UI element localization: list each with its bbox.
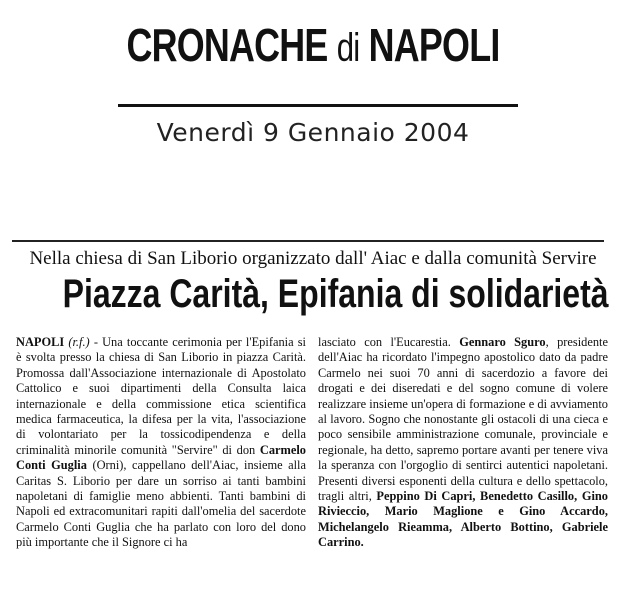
body-text: (Orni), cappellano dell'Aiac, insieme alla Caritas S. Liborio per dare un sorriso ai tanti bambini napoletani di famiglie meno abbienti. Tanti bambini di Napoli ed extracomunitari rapiti dall'omelia del sacerdote Carmelo Conti Guglia che ha parlato con loro del dono più importante che il Signore ci ha	[16, 458, 306, 550]
article-column-left	[16, 335, 306, 551]
body-text: lasciato con l'Eucarestia.	[318, 335, 460, 349]
article-column-right	[318, 335, 608, 551]
body-text: , presidente dell'Aiac ha ricordato l'impegno apostolico dato da padre Carmelo nei suoi 70 anni di sacerdozio a favore dei drogati e dei diseredati e del sogno comune di volere realizzare insieme un'opera di formazione e di avviamento al lavoro. Sogno che nonostante gli ostacoli di una cieca e poco sensibile amministrazione comunale, provinciale e regionale, ha detto, sapremo portare avanti per tenere viva la speranza con l'orgoglio di sentirci autentici napoletani. Presenti diversi esponenti della cultura e dello spettacolo, tragli altri,	[318, 335, 608, 504]
guest-names-list: Peppino Di Capri, Benedetto Casillo, Gino Rivieccio, Mario Maglione e Gino Accardo, Michelangelo Rieamma, Alberto Bottino, Gabriele Carrino.	[318, 489, 608, 550]
masthead-word-napoli: NAPOLI	[359, 19, 500, 71]
newspaper-masthead	[69, 18, 557, 72]
issue-date: Venerdì 9 Gennaio 2004	[156, 118, 470, 147]
dateline-city: NAPOLI	[16, 335, 65, 349]
masthead-word-cronache: CRONACHE	[126, 19, 337, 71]
masthead-rule	[118, 104, 518, 107]
article-top-rule	[12, 240, 604, 242]
article-kicker: Nella chiesa di San Liborio organizzato dall' Aiac e dalla comunità Servire	[29, 248, 597, 269]
person-name: Carmelo Conti Guglia	[16, 442, 306, 473]
article-headline: Piazza Carità, Epifania di solidarietà	[62, 272, 609, 316]
masthead-word-di: di	[336, 26, 360, 70]
dateline-byline: (r.f.)	[68, 335, 90, 349]
body-text: - Una toccante cerimonia per l'Epifania si è svolta presso la chiesa di San Liborio in piazza Carità. Promossa dall'Associazione internazionale di Apostolato Cattolico e suoi dipartimenti della Consulta laica internazionale e della commissione etica scientifica medica farmaceutica, la difesa per la vita, l'associazione di volontariato per la tossicodipendenza e della criminalità minorile comunità "Servire" di don	[16, 335, 306, 457]
person-name: Gennaro Sguro	[459, 335, 546, 349]
